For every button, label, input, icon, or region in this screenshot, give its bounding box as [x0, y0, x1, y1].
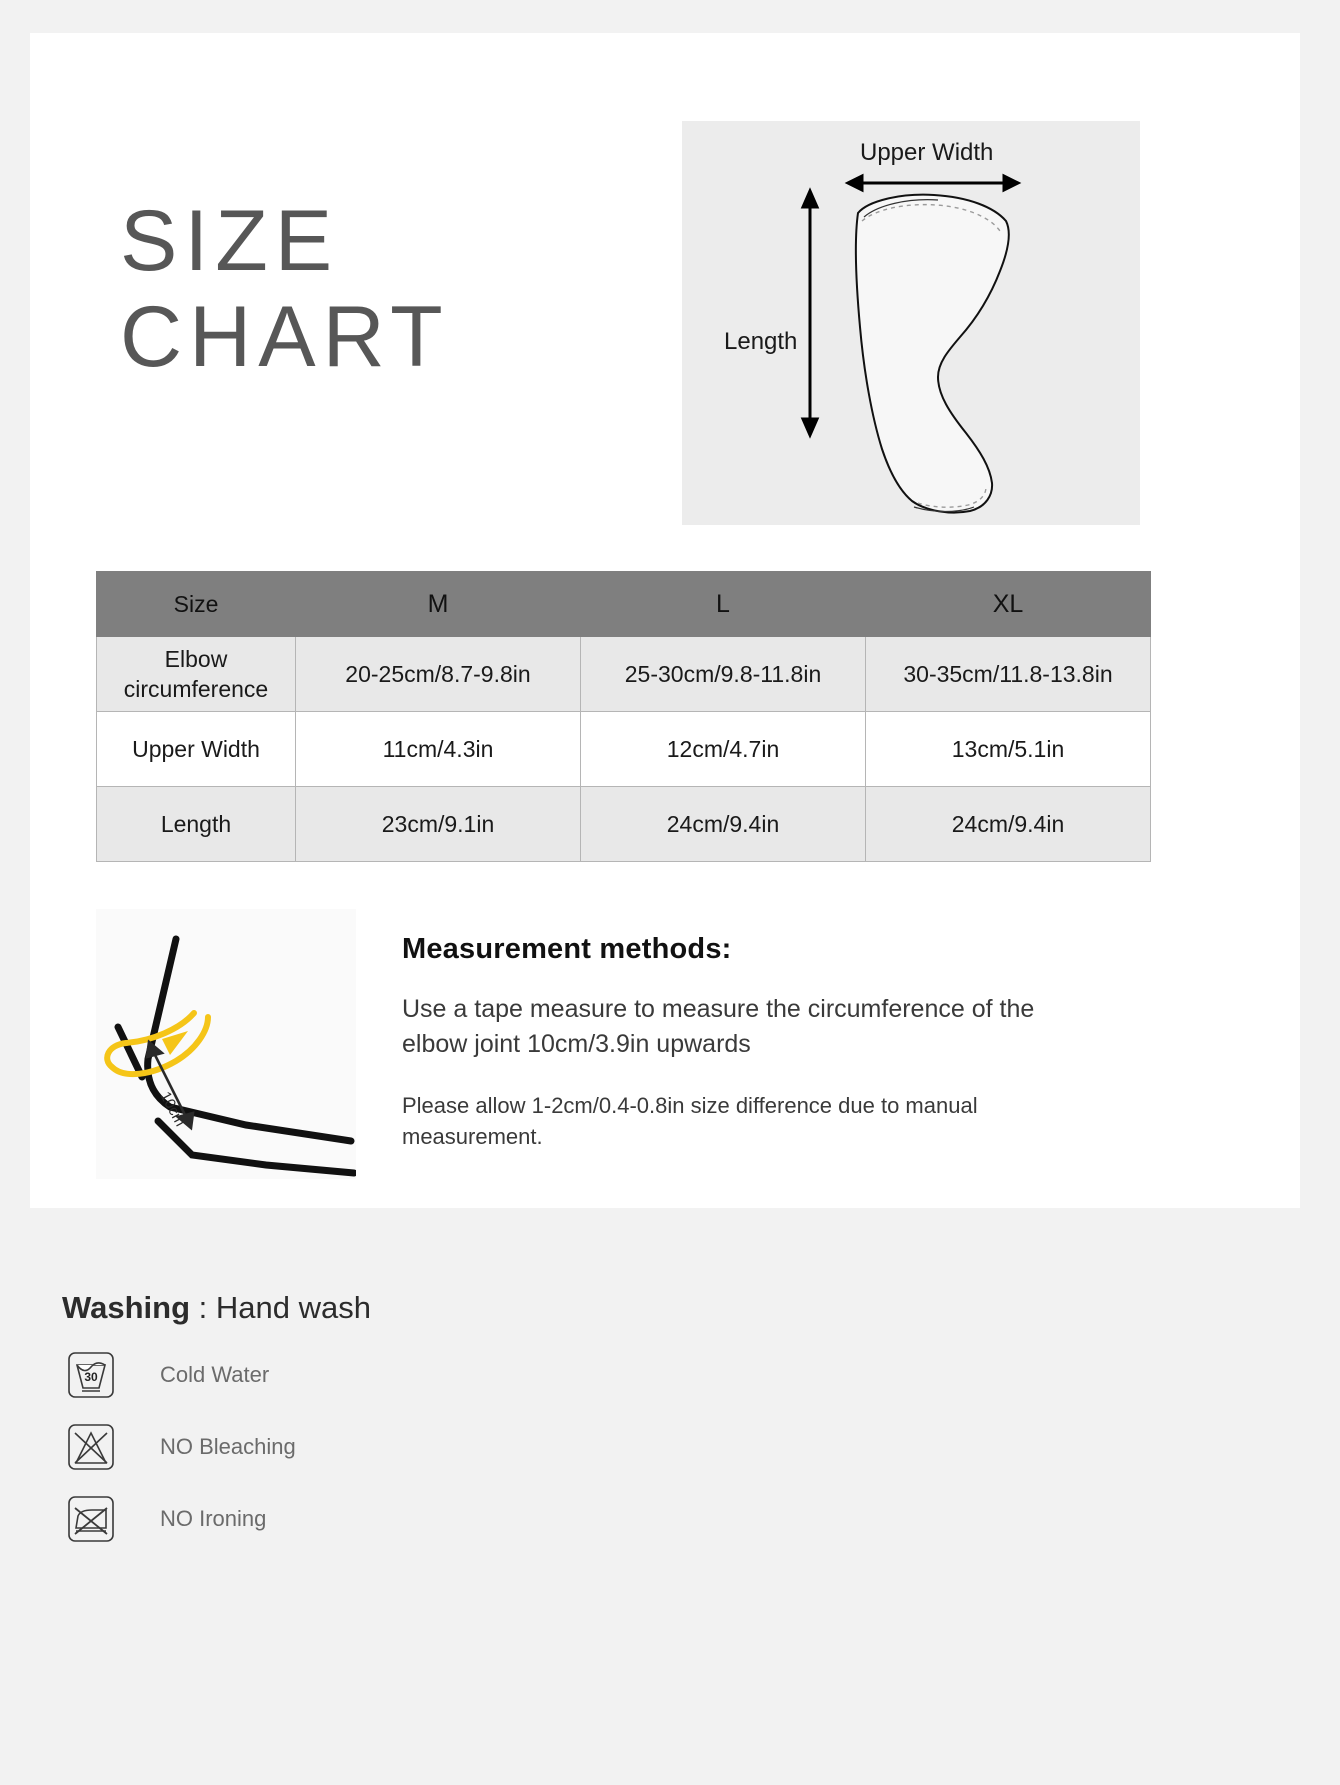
- washing-title-label: Washing: [62, 1290, 191, 1325]
- care-label-no-ironing: NO Ironing: [160, 1506, 267, 1531]
- col-header-m: M: [296, 572, 581, 637]
- row-label-upper-width: Upper Width: [97, 712, 296, 787]
- cell-upper-width-xl: 13cm/5.1in: [866, 712, 1151, 787]
- size-chart-card: [30, 33, 1300, 1208]
- measure-annotation-10cm: 10cm: [156, 1088, 189, 1130]
- washing-section: [0, 1208, 1340, 1785]
- wash-temperature-value: 30: [84, 1370, 98, 1384]
- page-title: [120, 193, 640, 385]
- washing-title: [62, 1290, 371, 1326]
- col-header-size: Size: [97, 572, 296, 637]
- size-table-body: [97, 637, 1151, 862]
- washing-title-separator: :: [190, 1290, 216, 1325]
- care-item-no-ironing: [66, 1494, 266, 1544]
- care-item-cold-water: [66, 1350, 269, 1400]
- table-row: [97, 637, 1151, 712]
- cell-upper-width-l: 12cm/4.7in: [581, 712, 866, 787]
- measurement-paragraph-2: Please allow 1-2cm/0.4-0.8in size difference due to manual measurement.: [402, 1093, 978, 1149]
- no-ironing-icon: [66, 1494, 116, 1544]
- size-table-head: [97, 572, 1151, 637]
- care-item-no-bleaching: [66, 1422, 296, 1472]
- cell-elbow-circumference-xl: 30-35cm/11.8-13.8in: [866, 637, 1151, 712]
- cell-length-l: 24cm/9.4in: [581, 787, 866, 862]
- care-label-no-bleaching: NO Bleaching: [160, 1434, 296, 1459]
- cell-upper-width-m: 11cm/4.3in: [296, 712, 581, 787]
- upper-width-label: Upper Width: [860, 139, 994, 166]
- cell-elbow-circumference-l: 25-30cm/9.8-11.8in: [581, 637, 866, 712]
- washing-title-value: Hand wash: [215, 1290, 371, 1325]
- product-diagram: [682, 121, 1140, 525]
- length-label: Length: [724, 328, 798, 355]
- table-row: [97, 712, 1151, 787]
- row-label-elbow-circumference: Elbow circumference: [97, 637, 296, 712]
- measurement-heading: Measurement methods:: [402, 933, 732, 965]
- measurement-methods-block: [402, 933, 1102, 1152]
- size-table: [96, 571, 1151, 862]
- cell-length-xl: 24cm/9.4in: [866, 787, 1151, 862]
- col-header-l: L: [581, 572, 866, 637]
- elbow-measure-illustration-icon: [96, 909, 356, 1179]
- care-label-cold-water: Cold Water: [160, 1362, 270, 1387]
- table-header-row: [97, 572, 1151, 637]
- cell-length-m: 23cm/9.1in: [296, 787, 581, 862]
- col-header-xl: XL: [866, 572, 1151, 637]
- table-row: [97, 787, 1151, 862]
- measurement-paragraph-1: Use a tape measure to measure the circumference of the elbow joint 10cm/3.9in upwards: [402, 995, 1035, 1058]
- row-label-length: Length: [97, 787, 296, 862]
- page-title-line-1: SIZE: [120, 193, 340, 289]
- cell-elbow-circumference-m: 20-25cm/8.7-9.8in: [296, 637, 581, 712]
- elbow-sleeve-illustration-icon: [682, 121, 1140, 525]
- wash-30-degrees-icon: [66, 1350, 116, 1400]
- page-title-line-2: CHART: [120, 289, 450, 385]
- measurement-diagram: [96, 909, 356, 1179]
- no-bleaching-icon: [66, 1422, 116, 1472]
